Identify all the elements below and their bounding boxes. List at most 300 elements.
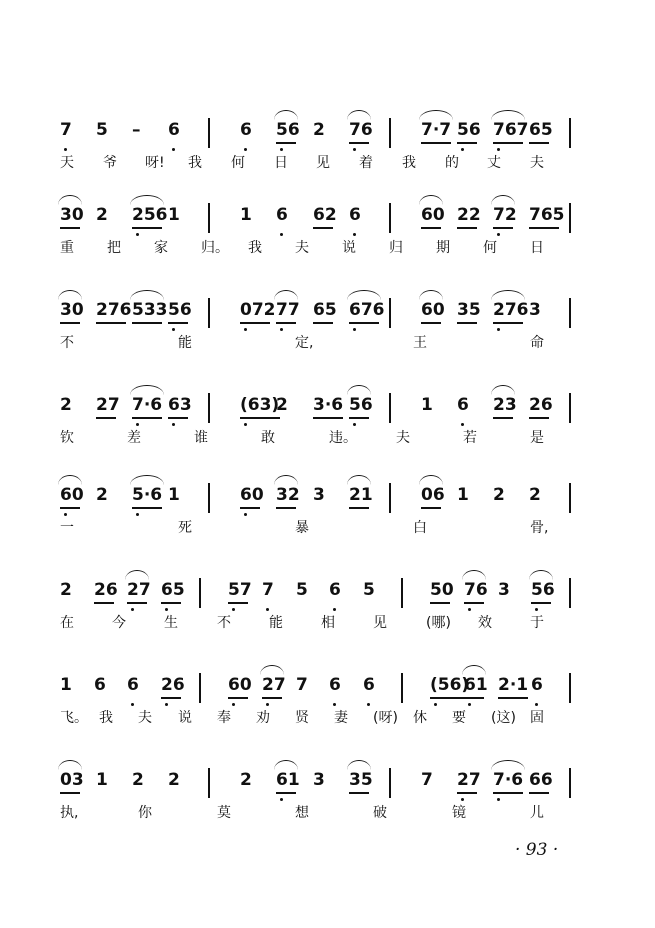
beam-underline: [493, 417, 513, 419]
beam-underline: [276, 142, 296, 144]
lyric-syllable: 死: [178, 520, 192, 536]
beam-underline: [421, 322, 441, 324]
note-group: 23: [493, 395, 517, 415]
barline: [208, 203, 210, 233]
note-group: 1: [168, 205, 180, 225]
lyric-syllable: 今: [112, 615, 126, 631]
beam-underline: [493, 792, 523, 794]
note-group: 1: [240, 205, 252, 225]
lyric-syllable: 于: [530, 615, 544, 631]
beam-underline: [457, 322, 477, 324]
slur: [58, 475, 82, 485]
beam-underline: [349, 142, 369, 144]
slur: [347, 290, 381, 300]
beam-underline: [228, 602, 248, 604]
note-group: 76: [464, 580, 488, 600]
note-group: 6: [240, 120, 252, 140]
note-group: 27: [127, 580, 151, 600]
octave-dot: [535, 703, 538, 706]
lyric-syllable: 爷: [103, 155, 117, 171]
slur: [130, 385, 164, 395]
note-group: 56: [531, 580, 555, 600]
note-group: 5: [363, 580, 375, 600]
lyric-syllable: 日: [530, 240, 544, 256]
note-group: 2: [529, 485, 541, 505]
beam-underline: [421, 142, 451, 144]
lyric-syllable: 妻: [334, 710, 348, 726]
slur: [347, 475, 371, 485]
note-group: 5·6: [132, 485, 163, 505]
octave-dot: [244, 423, 247, 426]
slur: [274, 475, 298, 485]
note-group: 3: [498, 580, 510, 600]
beam-underline: [529, 227, 559, 229]
octave-dot: [497, 233, 500, 236]
lyric-syllable: 我: [99, 710, 113, 726]
beam-underline: [349, 507, 369, 509]
note-group: 6: [531, 675, 543, 695]
slur: [491, 385, 515, 395]
slur: [347, 760, 371, 770]
octave-dot: [468, 608, 471, 611]
lyric-syllable: 夫: [396, 430, 410, 446]
note-group: 256: [132, 205, 168, 225]
note-group: 65: [313, 300, 337, 320]
lyric-syllable: 丈: [487, 155, 501, 171]
lyric-syllable: 期: [436, 240, 450, 256]
note-group: 3: [313, 485, 325, 505]
note-group: 66: [529, 770, 553, 790]
slur: [491, 110, 525, 120]
beam-underline: [421, 227, 441, 229]
lyric-syllable: 何: [483, 240, 497, 256]
lyric-syllable: 一: [60, 520, 74, 536]
lyric-syllable: 命: [530, 335, 544, 351]
barline: [569, 118, 571, 148]
octave-dot: [266, 608, 269, 611]
beam-underline: [96, 417, 116, 419]
note-group: 2: [313, 120, 325, 140]
octave-dot: [172, 423, 175, 426]
beam-underline: [228, 697, 248, 699]
octave-dot: [136, 513, 139, 516]
lyric-syllable: 夫: [295, 240, 309, 256]
lyric-syllable: 天: [60, 155, 74, 171]
slur: [58, 760, 82, 770]
note-group: 6: [329, 580, 341, 600]
lyric-syllable: 着: [359, 155, 373, 171]
beam-underline: [132, 417, 162, 419]
slur: [260, 665, 284, 675]
note-group: 6: [457, 395, 469, 415]
note-group: 2·1: [498, 675, 529, 695]
note-group: 2: [493, 485, 505, 505]
barline: [569, 578, 571, 608]
staff-system: [60, 280, 580, 350]
lyric-syllable: 归: [389, 240, 403, 256]
page-number: · 93 ·: [515, 840, 559, 860]
staff-system: [60, 100, 580, 170]
slur: [125, 570, 149, 580]
note-group: 3·6: [313, 395, 344, 415]
note-group: 32: [276, 485, 300, 505]
octave-dot: [136, 423, 139, 426]
note-group: 60: [228, 675, 252, 695]
barline: [389, 118, 391, 148]
beam-underline: [498, 697, 528, 699]
octave-dot: [353, 233, 356, 236]
octave-dot: [353, 423, 356, 426]
octave-dot: [280, 798, 283, 801]
lyric-syllable: 钦: [60, 430, 74, 446]
note-group: 1: [457, 485, 469, 505]
note-group: 5: [96, 120, 108, 140]
beam-underline: [276, 322, 296, 324]
beam-underline: [457, 142, 477, 144]
note-group: 30: [60, 300, 84, 320]
note-group: 60: [240, 485, 264, 505]
beam-underline: [132, 227, 162, 229]
staff-system: [60, 750, 580, 820]
octave-dot: [64, 513, 67, 516]
note-group: 06: [421, 485, 445, 505]
lyric-syllable: 我: [188, 155, 202, 171]
note-group: 2: [276, 395, 288, 415]
octave-dot: [353, 148, 356, 151]
slur: [58, 290, 82, 300]
lyric-syllable: 莫: [217, 805, 231, 821]
beam-underline: [161, 602, 181, 604]
beam-underline: [96, 322, 126, 324]
octave-dot: [333, 703, 336, 706]
barline: [208, 393, 210, 423]
beam-underline: [168, 417, 188, 419]
octave-dot: [497, 328, 500, 331]
lyric-syllable: 能: [269, 615, 283, 631]
note-group: 072: [240, 300, 276, 320]
lyric-syllable: 重: [60, 240, 74, 256]
lyric-syllable: (呀): [373, 710, 398, 726]
beam-underline: [464, 697, 484, 699]
octave-dot: [461, 798, 464, 801]
barline: [389, 393, 391, 423]
note-group: 1: [168, 485, 180, 505]
note-group: 22: [457, 205, 481, 225]
note-group: 76: [349, 120, 373, 140]
note-group: 56: [349, 395, 373, 415]
barline: [401, 673, 403, 703]
lyric-syllable: 差: [127, 430, 141, 446]
beam-underline: [313, 322, 333, 324]
note-group: 1: [60, 675, 72, 695]
beam-underline: [493, 322, 523, 324]
staff-system: [60, 655, 580, 725]
octave-dot: [280, 148, 283, 151]
lyric-syllable: 家: [154, 240, 168, 256]
beam-underline: [529, 142, 549, 144]
lyric-syllable: 不: [217, 615, 231, 631]
note-group: 65: [529, 120, 553, 140]
beam-underline: [531, 602, 551, 604]
beam-underline: [349, 417, 369, 419]
note-group: 60: [421, 205, 445, 225]
note-group: 26: [94, 580, 118, 600]
beam-underline: [457, 227, 477, 229]
octave-dot: [136, 233, 139, 236]
lyric-syllable: 呀!: [145, 155, 165, 171]
note-group: 6: [363, 675, 375, 695]
octave-dot: [165, 703, 168, 706]
beam-underline: [529, 792, 549, 794]
beam-underline: [132, 507, 162, 509]
note-group: 72: [493, 205, 517, 225]
note-group: 2: [240, 770, 252, 790]
octave-dot: [434, 703, 437, 706]
slur: [462, 665, 486, 675]
octave-dot: [333, 608, 336, 611]
barline: [208, 298, 210, 328]
beam-underline: [493, 227, 513, 229]
note-group: 60: [60, 485, 84, 505]
note-group: 533: [132, 300, 168, 320]
slur: [491, 760, 525, 770]
lyric-syllable: 执,: [60, 805, 79, 821]
note-group: 61: [464, 675, 488, 695]
lyric-syllable: 要: [452, 710, 466, 726]
note-group: 63: [168, 395, 192, 415]
octave-dot: [468, 703, 471, 706]
lyric-syllable: 不: [60, 335, 74, 351]
lyric-syllable: 若: [463, 430, 477, 446]
slur: [274, 110, 298, 120]
beam-underline: [168, 322, 188, 324]
slur: [58, 195, 82, 205]
lyric-syllable: 奉: [217, 710, 231, 726]
lyric-syllable: 谁: [194, 430, 208, 446]
lyric-syllable: 夫: [530, 155, 544, 171]
beam-underline: [464, 602, 484, 604]
note-group: 27: [262, 675, 286, 695]
note-group: 767: [493, 120, 529, 140]
beam-underline: [161, 697, 181, 699]
lyric-syllable: 想: [295, 805, 309, 821]
note-group: 7: [262, 580, 274, 600]
beam-underline: [60, 507, 80, 509]
lyric-syllable: 休: [413, 710, 427, 726]
slur: [130, 195, 164, 205]
note-group: 26: [161, 675, 185, 695]
staff-system: [60, 375, 580, 445]
note-group: 7·7: [421, 120, 452, 140]
beam-underline: [60, 322, 80, 324]
staff-system: [60, 465, 580, 535]
beam-underline: [127, 602, 147, 604]
lyric-syllable: (这): [491, 710, 516, 726]
beam-underline: [240, 417, 280, 419]
note-group: 3: [529, 300, 541, 320]
note-group: 7: [296, 675, 308, 695]
slur: [419, 195, 443, 205]
lyric-syllable: 能: [178, 335, 192, 351]
note-group: 2: [96, 485, 108, 505]
slur: [462, 570, 486, 580]
barline: [569, 298, 571, 328]
beam-underline: [313, 227, 333, 229]
barline: [208, 483, 210, 513]
octave-dot: [172, 148, 175, 151]
note-group: 03: [60, 770, 84, 790]
note-group: (63): [240, 395, 280, 415]
barline: [569, 768, 571, 798]
note-group: 1: [421, 395, 433, 415]
lyric-syllable: 相: [321, 615, 335, 631]
note-group: 7: [60, 120, 72, 140]
slur: [274, 760, 298, 770]
lyric-syllable: 白: [413, 520, 427, 536]
lyric-syllable: 效: [478, 615, 492, 631]
lyric-syllable: 镜: [452, 805, 466, 821]
lyric-syllable: 你: [138, 805, 152, 821]
barline: [569, 203, 571, 233]
note-group: 276: [493, 300, 529, 320]
octave-dot: [461, 148, 464, 151]
lyric-syllable: 生: [164, 615, 178, 631]
lyric-syllable: 说: [178, 710, 192, 726]
note-group: 6: [349, 205, 361, 225]
barline: [389, 768, 391, 798]
barline: [569, 393, 571, 423]
note-group: 27: [457, 770, 481, 790]
note-group: 2: [132, 770, 144, 790]
beam-underline: [430, 602, 450, 604]
beam-underline: [349, 792, 369, 794]
lyric-syllable: 敢: [261, 430, 275, 446]
barline: [199, 578, 201, 608]
note-group: 56: [457, 120, 481, 140]
octave-dot: [280, 328, 283, 331]
barline: [401, 578, 403, 608]
note-group: 50: [430, 580, 454, 600]
note-group: 30: [60, 205, 84, 225]
note-group: 5: [296, 580, 308, 600]
beam-underline: [240, 507, 260, 509]
octave-dot: [64, 148, 67, 151]
note-group: 27: [96, 395, 120, 415]
note-group: 35: [349, 770, 373, 790]
note-group: 2: [96, 205, 108, 225]
staff-system: [60, 185, 580, 255]
barline: [569, 483, 571, 513]
lyric-syllable: 飞。: [60, 710, 88, 726]
octave-dot: [172, 328, 175, 331]
octave-dot: [232, 703, 235, 706]
note-group: 6: [329, 675, 341, 695]
lyric-syllable: 说: [342, 240, 356, 256]
lyric-syllable: 是: [530, 430, 544, 446]
barline: [208, 118, 210, 148]
note-group: 61: [276, 770, 300, 790]
slur: [419, 290, 443, 300]
lyric-syllable: 的: [445, 155, 459, 171]
beam-underline: [276, 792, 296, 794]
lyric-syllable: 何: [231, 155, 245, 171]
octave-dot: [165, 608, 168, 611]
lyric-syllable: 王: [413, 335, 427, 351]
note-group: 56: [276, 120, 300, 140]
beam-underline: [457, 792, 477, 794]
beam-underline: [493, 142, 523, 144]
lyric-syllable: 把: [107, 240, 121, 256]
barline: [389, 483, 391, 513]
lyric-syllable: 破: [373, 805, 387, 821]
note-group: 7·6: [132, 395, 163, 415]
octave-dot: [244, 513, 247, 516]
lyric-syllable: 夫: [138, 710, 152, 726]
note-group: 60: [421, 300, 445, 320]
note-group: 26: [529, 395, 553, 415]
note-group: 3: [313, 770, 325, 790]
octave-dot: [497, 148, 500, 151]
note-group: 676: [349, 300, 385, 320]
slur: [419, 110, 453, 120]
octave-dot: [244, 148, 247, 151]
note-group: 6: [94, 675, 106, 695]
lyric-syllable: (哪): [426, 615, 451, 631]
lyric-syllable: 儿: [530, 805, 544, 821]
beam-underline: [240, 322, 270, 324]
lyric-syllable: 暴: [295, 520, 309, 536]
octave-dot: [461, 423, 464, 426]
note-group: 57: [228, 580, 252, 600]
beam-underline: [313, 417, 343, 419]
slur: [491, 195, 515, 205]
beam-underline: [529, 417, 549, 419]
lyric-syllable: 贤: [295, 710, 309, 726]
lyric-syllable: 归。: [201, 240, 229, 256]
beam-underline: [276, 507, 296, 509]
octave-dot: [535, 608, 538, 611]
slur: [529, 570, 553, 580]
beam-underline: [60, 792, 80, 794]
octave-dot: [353, 328, 356, 331]
note-group: 21: [349, 485, 373, 505]
beam-underline: [421, 507, 441, 509]
slur: [130, 290, 164, 300]
note-group: 2: [60, 580, 72, 600]
beam-underline: [132, 322, 162, 324]
slur: [419, 475, 443, 485]
barline: [199, 673, 201, 703]
staff-system: [60, 560, 580, 630]
note-group: 7·6: [493, 770, 524, 790]
slur: [491, 290, 525, 300]
note-group: 765: [529, 205, 565, 225]
note-group: 6: [276, 205, 288, 225]
lyric-syllable: 我: [248, 240, 262, 256]
lyric-syllable: 固: [530, 710, 544, 726]
lyric-syllable: 我: [402, 155, 416, 171]
octave-dot: [497, 798, 500, 801]
note-group: 276: [96, 300, 132, 320]
slur: [130, 475, 164, 485]
octave-dot: [131, 703, 134, 706]
barline: [389, 298, 391, 328]
beam-underline: [60, 227, 80, 229]
note-group: 77: [276, 300, 300, 320]
note-group: 2: [168, 770, 180, 790]
octave-dot: [266, 703, 269, 706]
note-group: 7: [421, 770, 433, 790]
